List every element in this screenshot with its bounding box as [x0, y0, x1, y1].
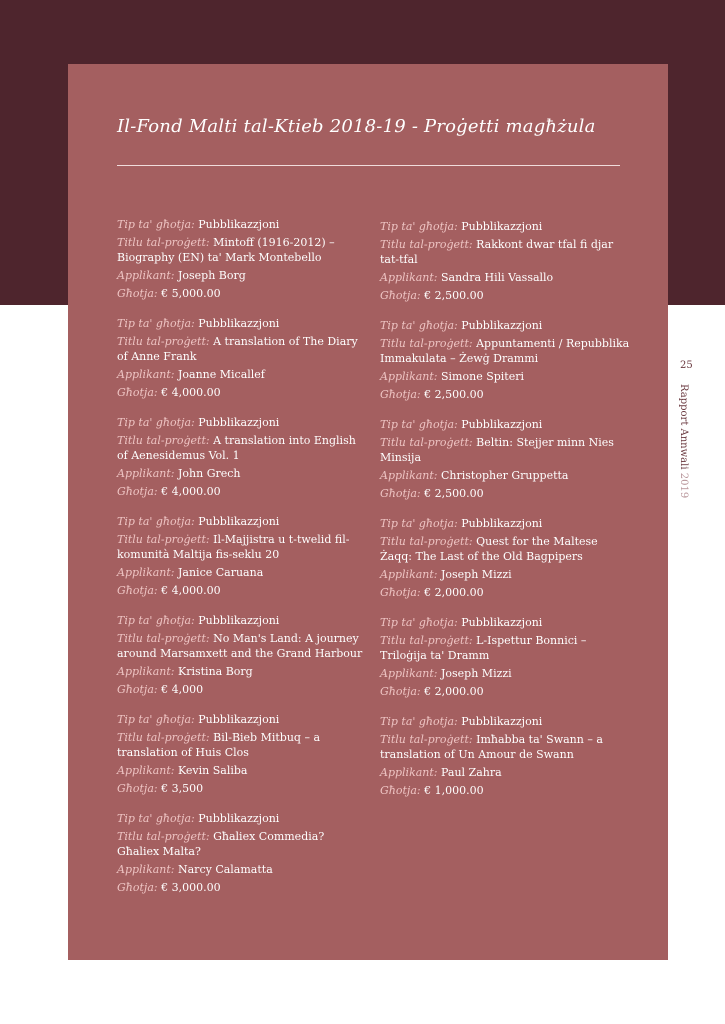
grant-label: Għotja: [380, 487, 421, 500]
grant-type: Pubblikazzjoni [198, 416, 280, 429]
type-label: Tip ta' għotja: [380, 418, 458, 431]
grant-amount: € 2,500.00 [424, 388, 484, 401]
page-title: Il-Fond Malti tal-Ktieb 2018-19 - Proġetti magħżula [117, 116, 596, 137]
grant-type: Pubblikazzjoni [461, 715, 543, 728]
grant-type: Pubblikazzjoni [198, 812, 280, 825]
report-title: Rapport Annwali [678, 384, 689, 470]
applicant-label: Applikant: [380, 568, 438, 581]
applicant-label: Applikant: [117, 863, 175, 876]
applicant-name: Paul Zahra [441, 766, 502, 779]
type-label: Tip ta' għotja: [117, 614, 195, 627]
grant-label: Għotja: [117, 881, 158, 894]
grant-label: Għotja: [117, 782, 158, 795]
content-panel [68, 64, 668, 960]
applicant-name: Kristina Borg [178, 665, 253, 678]
grant-type: Pubblikazzjoni [461, 616, 543, 629]
applicant-name: Joanne Micallef [178, 368, 265, 381]
applicant-label: Applikant: [117, 368, 175, 381]
project-label: Titlu tal-proġett: [380, 733, 473, 746]
grant-label: Għotja: [117, 386, 158, 399]
left-column [117, 217, 367, 910]
grant-label: Għotja: [380, 289, 421, 302]
report-year: 2019 [678, 472, 689, 499]
project-label: Titlu tal-proġett: [117, 830, 210, 843]
grant-entry [117, 316, 367, 400]
grant-amount: € 3,500 [161, 782, 204, 795]
project-title: Għaliex Commedia? Għaliex Malta? [117, 830, 325, 858]
grant-type: Pubblikazzjoni [461, 319, 543, 332]
grant-entry [380, 219, 630, 303]
grant-type: Pubblikazzjoni [198, 218, 280, 231]
grant-entry [380, 615, 630, 699]
grant-label: Għotja: [117, 485, 158, 498]
project-label: Titlu tal-proġett: [380, 634, 473, 647]
applicant-label: Applikant: [117, 764, 175, 777]
grant-entry [117, 217, 367, 301]
type-label: Tip ta' għotja: [380, 715, 458, 728]
grant-amount: € 4,000.00 [161, 386, 221, 399]
grant-amount: € 5,000.00 [161, 287, 221, 300]
project-title: Rakkont dwar tfal fi djar tat-tfal [380, 238, 614, 266]
project-title: No Man's Land: A journey around Marsamxett and the Grand Harbour [117, 632, 363, 660]
type-label: Tip ta' għotja: [117, 812, 195, 825]
grant-amount: € 2,000.00 [424, 586, 484, 599]
grant-entry [380, 714, 630, 798]
grant-label: Għotja: [380, 388, 421, 401]
project-title: A translation into English of Aenesidemus Vol. 1 [117, 434, 356, 462]
grant-entry [380, 516, 630, 600]
grant-entry [380, 417, 630, 501]
type-label: Tip ta' għotja: [117, 713, 195, 726]
applicant-label: Applikant: [380, 667, 438, 680]
running-title [678, 384, 689, 498]
project-title: Quest for the Maltese Żaqq: The Last of the Old Bagpipers [380, 535, 598, 563]
grant-label: Għotja: [117, 287, 158, 300]
grant-label: Għotja: [380, 586, 421, 599]
applicant-name: Kevin Saliba [178, 764, 248, 777]
applicant-label: Applikant: [380, 469, 438, 482]
project-label: Titlu tal-proġett: [117, 533, 210, 546]
grant-amount: € 2,000.00 [424, 685, 484, 698]
grant-type: Pubblikazzjoni [198, 515, 280, 528]
grant-label: Għotja: [117, 683, 158, 696]
right-column [380, 219, 630, 813]
project-label: Titlu tal-proġett: [117, 236, 210, 249]
grant-type: Pubblikazzjoni [461, 517, 543, 530]
applicant-label: Applikant: [380, 271, 438, 284]
grant-type: Pubblikazzjoni [461, 418, 543, 431]
type-label: Tip ta' għotja: [380, 616, 458, 629]
project-label: Titlu tal-proġett: [380, 337, 473, 350]
project-title: Mintoff (1916-2012) – Biography (EN) ta' Mark Montebello [117, 236, 335, 264]
grant-type: Pubblikazzjoni [198, 713, 280, 726]
project-label: Titlu tal-proġett: [380, 535, 473, 548]
project-label: Titlu tal-proġett: [117, 632, 210, 645]
type-label: Tip ta' għotja: [380, 319, 458, 332]
project-title: Bil-Bieb Mitbuq – a translation of Huis Clos [117, 731, 321, 759]
type-label: Tip ta' għotja: [380, 220, 458, 233]
grant-entry [117, 613, 367, 697]
applicant-name: John Grech [178, 467, 241, 480]
grant-label: Għotja: [380, 784, 421, 797]
project-title: Imħabba ta' Swann – a translation of Un Amour de Swann [380, 733, 603, 761]
grant-label: Għotja: [117, 584, 158, 597]
grant-type: Pubblikazzjoni [461, 220, 543, 233]
applicant-name: Joseph Mizzi [441, 667, 512, 680]
project-title: L-Ispettur Bonnici – Triloġija ta' Dramm [380, 634, 587, 662]
grant-amount: € 2,500.00 [424, 487, 484, 500]
grant-amount: € 4,000.00 [161, 485, 221, 498]
project-label: Titlu tal-proġett: [380, 436, 473, 449]
applicant-label: Applikant: [117, 665, 175, 678]
applicant-label: Applikant: [117, 566, 175, 579]
grant-type: Pubblikazzjoni [198, 614, 280, 627]
grant-label: Għotja: [380, 685, 421, 698]
title-divider [117, 165, 620, 166]
grant-amount: € 4,000.00 [161, 584, 221, 597]
applicant-name: Narcy Calamatta [178, 863, 273, 876]
grant-amount: € 3,000.00 [161, 881, 221, 894]
applicant-label: Applikant: [380, 370, 438, 383]
applicant-name: Joseph Mizzi [441, 568, 512, 581]
grant-entry [117, 514, 367, 598]
project-title: Il-Majjistra u t-twelid fil-komunità Maltija fis-seklu 20 [117, 533, 350, 561]
applicant-name: Sandra Hili Vassallo [441, 271, 554, 284]
grant-amount: € 2,500.00 [424, 289, 484, 302]
project-label: Titlu tal-proġett: [117, 434, 210, 447]
applicant-label: Applikant: [380, 766, 438, 779]
applicant-name: Joseph Borg [178, 269, 246, 282]
type-label: Tip ta' għotja: [117, 218, 195, 231]
project-title: Beltin: Stejjer minn Nies Minsija [380, 436, 614, 464]
grant-entry [117, 415, 367, 499]
type-label: Tip ta' għotja: [117, 416, 195, 429]
project-label: Titlu tal-proġett: [117, 731, 210, 744]
grant-amount: € 1,000.00 [424, 784, 484, 797]
grant-amount: € 4,000 [161, 683, 204, 696]
type-label: Tip ta' għotja: [117, 317, 195, 330]
grant-entry [117, 712, 367, 796]
applicant-label: Applikant: [117, 269, 175, 282]
page-number: 25 [680, 360, 693, 371]
type-label: Tip ta' għotja: [117, 515, 195, 528]
applicant-name: Christopher Gruppetta [441, 469, 569, 482]
type-label: Tip ta' għotja: [380, 517, 458, 530]
grant-entry [117, 811, 367, 895]
project-label: Titlu tal-proġett: [117, 335, 210, 348]
project-title: Appuntamenti / Repubblika Immakulata – Żewġ Drammi [380, 337, 630, 365]
grant-entry [380, 318, 630, 402]
project-title: A translation of The Diary of Anne Frank [117, 335, 358, 363]
grant-type: Pubblikazzjoni [198, 317, 280, 330]
applicant-name: Janice Caruana [178, 566, 264, 579]
applicant-label: Applikant: [117, 467, 175, 480]
project-label: Titlu tal-proġett: [380, 238, 473, 251]
applicant-name: Simone Spiteri [441, 370, 524, 383]
